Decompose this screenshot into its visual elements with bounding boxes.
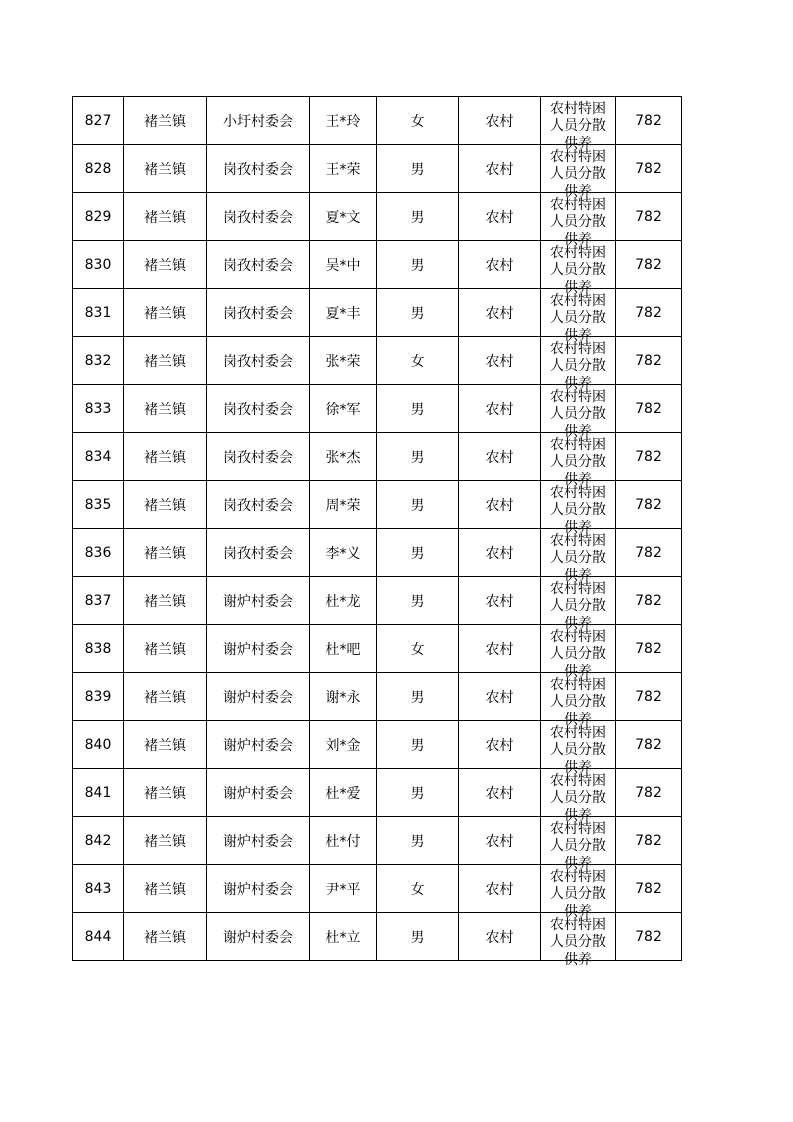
assistance-category-text: 农村特困人员分散供养 — [550, 724, 606, 776]
serial-number-cell: 833 — [73, 385, 124, 433]
assistance-category-cell — [541, 577, 616, 632]
amount-cell: 782 — [616, 337, 682, 385]
household-type-cell: 农村 — [459, 673, 541, 721]
town-cell: 褚兰镇 — [124, 97, 207, 145]
village-committee-cell: 谢炉村委会 — [207, 577, 310, 625]
table-row — [73, 865, 682, 913]
serial-number-cell: 836 — [73, 529, 124, 577]
table-row — [73, 193, 682, 241]
person-name-cell: 周*荣 — [310, 481, 377, 529]
assistance-category-text: 农村特困人员分散供养 — [550, 148, 606, 200]
household-type-cell: 农村 — [459, 337, 541, 385]
person-name-cell: 徐*军 — [310, 385, 377, 433]
serial-number-cell: 830 — [73, 241, 124, 289]
village-committee-cell: 谢炉村委会 — [207, 769, 310, 817]
town-cell: 褚兰镇 — [124, 769, 207, 817]
table-row — [73, 481, 682, 529]
village-committee-cell: 小圩村委会 — [207, 97, 310, 145]
assistance-category-cell — [541, 241, 616, 296]
gender-cell: 女 — [377, 625, 459, 673]
town-cell: 褚兰镇 — [124, 289, 207, 337]
table-row — [73, 721, 682, 769]
assistance-category-text: 农村特困人员分散供养 — [550, 484, 606, 536]
assistance-category-text: 农村特困人员分散供养 — [550, 292, 606, 344]
roster-body — [73, 97, 682, 968]
village-committee-cell: 谢炉村委会 — [207, 913, 310, 961]
assistance-category-text: 农村特困人员分散供养 — [550, 388, 606, 440]
household-type-cell: 农村 — [459, 241, 541, 289]
assistance-category-text: 农村特困人员分散供养 — [550, 868, 606, 920]
assistance-category-cell — [541, 385, 616, 440]
assistance-category-text: 农村特困人员分散供养 — [550, 340, 606, 392]
serial-number-cell: 828 — [73, 145, 124, 193]
assistance-category-text: 农村特困人员分散供养 — [550, 244, 606, 296]
person-name-cell: 吴*中 — [310, 241, 377, 289]
gender-cell: 男 — [377, 817, 459, 865]
village-committee-cell: 岗孜村委会 — [207, 241, 310, 289]
amount-cell: 782 — [616, 385, 682, 433]
table-row — [73, 529, 682, 577]
table-row — [73, 433, 682, 481]
serial-number-cell: 841 — [73, 769, 124, 817]
assistance-category-cell — [541, 337, 616, 392]
amount-cell: 782 — [616, 625, 682, 673]
town-cell: 褚兰镇 — [124, 625, 207, 673]
village-committee-cell: 岗孜村委会 — [207, 433, 310, 481]
gender-cell: 男 — [377, 385, 459, 433]
village-committee-cell: 岗孜村委会 — [207, 337, 310, 385]
household-type-cell: 农村 — [459, 193, 541, 241]
assistance-category-cell — [541, 481, 616, 536]
gender-cell: 男 — [377, 193, 459, 241]
amount-cell: 782 — [616, 97, 682, 145]
assistance-category-cell — [541, 145, 616, 200]
serial-number-cell: 839 — [73, 673, 124, 721]
village-committee-cell: 谢炉村委会 — [207, 625, 310, 673]
gender-cell: 男 — [377, 769, 459, 817]
serial-number-cell: 840 — [73, 721, 124, 769]
household-type-cell: 农村 — [459, 97, 541, 145]
village-committee-cell: 岗孜村委会 — [207, 193, 310, 241]
person-name-cell: 尹*平 — [310, 865, 377, 913]
person-name-cell: 杜*龙 — [310, 577, 377, 625]
assistance-category-cell — [541, 529, 616, 584]
person-name-cell: 张*杰 — [310, 433, 377, 481]
table-row — [73, 241, 682, 289]
person-name-cell: 杜*付 — [310, 817, 377, 865]
town-cell: 褚兰镇 — [124, 145, 207, 193]
gender-cell: 男 — [377, 241, 459, 289]
amount-cell: 782 — [616, 913, 682, 961]
assistance-category-text: 农村特困人员分散供养 — [550, 532, 606, 584]
gender-cell: 男 — [377, 481, 459, 529]
household-type-cell: 农村 — [459, 289, 541, 337]
town-cell: 褚兰镇 — [124, 673, 207, 721]
table-row — [73, 817, 682, 865]
assistance-category-cell — [541, 817, 616, 872]
person-name-cell: 刘*金 — [310, 721, 377, 769]
serial-number-cell: 843 — [73, 865, 124, 913]
household-type-cell: 农村 — [459, 865, 541, 913]
person-name-cell: 杜*爱 — [310, 769, 377, 817]
gender-cell: 男 — [377, 433, 459, 481]
village-committee-cell: 岗孜村委会 — [207, 145, 310, 193]
table-row — [73, 385, 682, 433]
table-row — [73, 625, 682, 673]
serial-number-cell: 835 — [73, 481, 124, 529]
household-type-cell: 农村 — [459, 385, 541, 433]
amount-cell: 782 — [616, 241, 682, 289]
gender-cell: 男 — [377, 289, 459, 337]
assistance-category-cell — [541, 913, 616, 968]
village-committee-cell: 岗孜村委会 — [207, 481, 310, 529]
assistance-category-cell — [541, 673, 616, 728]
person-name-cell: 夏*文 — [310, 193, 377, 241]
amount-cell: 782 — [616, 673, 682, 721]
town-cell: 褚兰镇 — [124, 481, 207, 529]
town-cell: 褚兰镇 — [124, 193, 207, 241]
amount-cell: 782 — [616, 721, 682, 769]
person-name-cell: 王*荣 — [310, 145, 377, 193]
household-type-cell: 农村 — [459, 769, 541, 817]
household-type-cell: 农村 — [459, 433, 541, 481]
person-name-cell: 王*玲 — [310, 97, 377, 145]
household-type-cell: 农村 — [459, 817, 541, 865]
table-row — [73, 97, 682, 145]
amount-cell: 782 — [616, 769, 682, 817]
amount-cell: 782 — [616, 145, 682, 193]
serial-number-cell: 834 — [73, 433, 124, 481]
gender-cell: 男 — [377, 913, 459, 961]
village-committee-cell: 谢炉村委会 — [207, 865, 310, 913]
town-cell: 褚兰镇 — [124, 913, 207, 961]
amount-cell: 782 — [616, 817, 682, 865]
village-committee-cell: 谢炉村委会 — [207, 673, 310, 721]
town-cell: 褚兰镇 — [124, 817, 207, 865]
household-type-cell: 农村 — [459, 481, 541, 529]
gender-cell: 女 — [377, 865, 459, 913]
person-name-cell: 夏*丰 — [310, 289, 377, 337]
household-type-cell: 农村 — [459, 145, 541, 193]
gender-cell: 女 — [377, 97, 459, 145]
amount-cell: 782 — [616, 433, 682, 481]
household-type-cell: 农村 — [459, 625, 541, 673]
assistance-category-text: 农村特困人员分散供养 — [550, 820, 606, 872]
town-cell: 褚兰镇 — [124, 721, 207, 769]
table-row — [73, 337, 682, 385]
serial-number-cell: 842 — [73, 817, 124, 865]
assistance-category-text: 农村特困人员分散供养 — [550, 916, 606, 968]
person-name-cell: 杜*立 — [310, 913, 377, 961]
person-name-cell: 李*义 — [310, 529, 377, 577]
town-cell: 褚兰镇 — [124, 337, 207, 385]
household-type-cell: 农村 — [459, 721, 541, 769]
assistance-category-cell — [541, 625, 616, 680]
assistance-category-cell — [541, 721, 616, 776]
assistance-category-cell — [541, 193, 616, 248]
village-committee-cell: 岗孜村委会 — [207, 529, 310, 577]
town-cell: 褚兰镇 — [124, 865, 207, 913]
table-row — [73, 577, 682, 625]
assistance-category-text: 农村特困人员分散供养 — [550, 676, 606, 728]
assistance-category-text: 农村特困人员分散供养 — [550, 100, 606, 152]
assistance-category-text: 农村特困人员分散供养 — [550, 772, 606, 824]
village-committee-cell: 谢炉村委会 — [207, 721, 310, 769]
amount-cell: 782 — [616, 865, 682, 913]
gender-cell: 男 — [377, 577, 459, 625]
town-cell: 褚兰镇 — [124, 241, 207, 289]
serial-number-cell: 837 — [73, 577, 124, 625]
assistance-category-cell — [541, 433, 616, 488]
assistance-category-text: 农村特困人员分散供养 — [550, 628, 606, 680]
serial-number-cell: 838 — [73, 625, 124, 673]
assistance-category-text: 农村特困人员分散供养 — [550, 580, 606, 632]
gender-cell: 女 — [377, 337, 459, 385]
assistance-category-cell — [541, 769, 616, 824]
amount-cell: 782 — [616, 529, 682, 577]
table-row — [73, 913, 682, 961]
person-name-cell: 张*荣 — [310, 337, 377, 385]
household-type-cell: 农村 — [459, 913, 541, 961]
assistance-category-text: 农村特困人员分散供养 — [550, 436, 606, 488]
village-committee-cell: 谢炉村委会 — [207, 817, 310, 865]
village-committee-cell: 岗孜村委会 — [207, 385, 310, 433]
amount-cell: 782 — [616, 577, 682, 625]
town-cell: 褚兰镇 — [124, 529, 207, 577]
amount-cell: 782 — [616, 481, 682, 529]
town-cell: 褚兰镇 — [124, 433, 207, 481]
person-name-cell: 谢*永 — [310, 673, 377, 721]
table-row — [73, 769, 682, 817]
table-row — [73, 289, 682, 337]
gender-cell: 男 — [377, 721, 459, 769]
village-committee-cell: 岗孜村委会 — [207, 289, 310, 337]
assistance-category-text: 农村特困人员分散供养 — [550, 196, 606, 248]
table-row — [73, 673, 682, 721]
amount-cell: 782 — [616, 193, 682, 241]
household-type-cell: 农村 — [459, 529, 541, 577]
gender-cell: 男 — [377, 145, 459, 193]
person-name-cell: 杜*吧 — [310, 625, 377, 673]
household-type-cell: 农村 — [459, 577, 541, 625]
gender-cell: 男 — [377, 529, 459, 577]
serial-number-cell: 832 — [73, 337, 124, 385]
town-cell: 褚兰镇 — [124, 385, 207, 433]
assistance-category-cell — [541, 289, 616, 344]
serial-number-cell: 844 — [73, 913, 124, 961]
assistance-roster-table — [72, 96, 682, 968]
table-row — [73, 145, 682, 193]
assistance-category-cell — [541, 865, 616, 920]
assistance-category-cell — [541, 97, 616, 152]
town-cell: 褚兰镇 — [124, 577, 207, 625]
serial-number-cell: 827 — [73, 97, 124, 145]
gender-cell: 男 — [377, 673, 459, 721]
amount-cell: 782 — [616, 289, 682, 337]
serial-number-cell: 831 — [73, 289, 124, 337]
serial-number-cell: 829 — [73, 193, 124, 241]
